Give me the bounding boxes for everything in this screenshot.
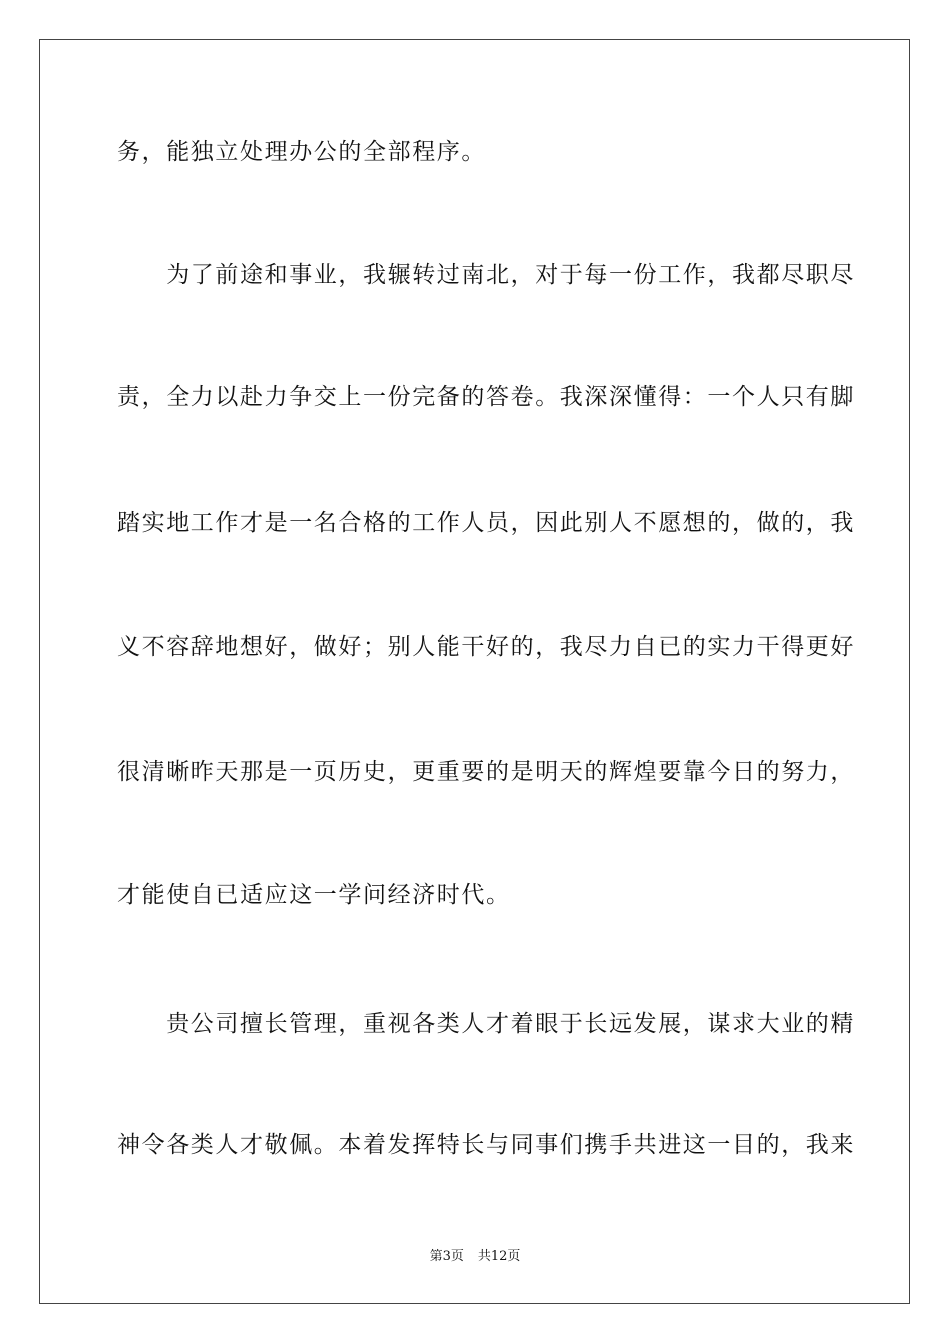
total-pages: 共12页 [477,1249,521,1264]
paragraph-line: 务，能独立处理办公的全部程序。 [117,139,486,165]
page-footer [0,1248,950,1266]
paragraph-line: 义不容辞地想好，做好；别人能干好的，我尽力自已的实力干得更好 [117,634,855,660]
paragraph-line: 贵公司擅长管理，重视各类人才着眼于长远发展，谋求大业的精 [117,1011,855,1037]
paragraph-line: 为了前途和事业，我辗转过南北，对于每一份工作，我都尽职尽 [117,262,855,288]
paragraph-line: 责，全力以赴力争交上一份完备的答卷。我深深懂得：一个人只有脚 [117,384,855,410]
paragraph-line: 才能使自已适应这一学问经济时代。 [117,882,511,908]
page-border [39,39,910,1304]
page-number: 第3页 [429,1249,464,1264]
paragraph-line: 很清晰昨天那是一页历史，更重要的是明天的辉煌要靠今日的努力， [117,759,855,785]
paragraph-line: 踏实地工作才是一名合格的工作人员，因此别人不愿想的，做的，我 [117,510,855,536]
paragraph-line: 神令各类人才敬佩。本着发挥特长与同事们携手共进这一目的，我来 [117,1132,855,1158]
